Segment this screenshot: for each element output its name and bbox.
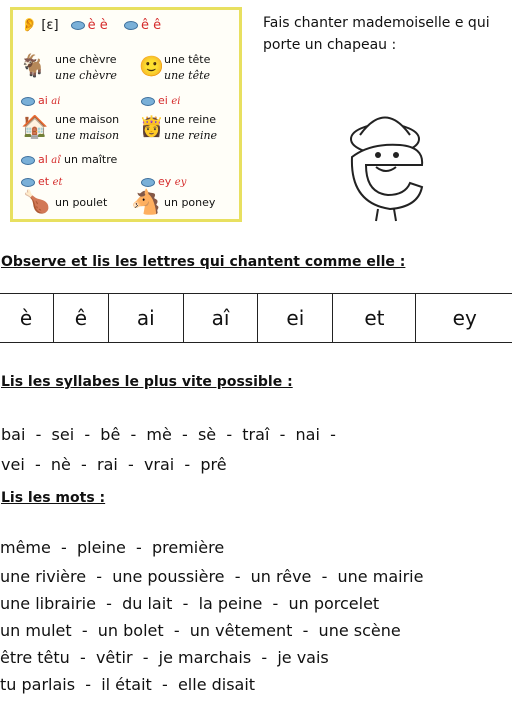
word: je vais	[277, 648, 329, 667]
house-icon: 🏠	[21, 115, 49, 140]
word-maitre: un maître	[63, 153, 118, 166]
ear-icon-row: 👂 [ε] è è ê ê	[21, 18, 162, 33]
word: une poussière	[112, 567, 225, 586]
mark-e-circ: ê ê	[140, 18, 162, 33]
syllable: rai	[97, 455, 118, 474]
pony-icon: 🐴	[131, 188, 161, 216]
eye-icon	[21, 97, 35, 106]
word: une scène	[318, 621, 401, 640]
syllable-line-1: bai - sei - bê - mè - sè - traî - nai -	[1, 425, 336, 444]
syllable: vei	[1, 455, 25, 474]
chicken-icon: 🍗	[23, 190, 51, 215]
words-line-6: tu parlais - il était - elle disait	[0, 675, 256, 694]
eye-icon	[21, 178, 35, 187]
word-chevre-cursive: une chèvre	[55, 69, 117, 82]
words-line-1: même - pleine - première	[0, 538, 225, 557]
grapheme-et-cursive: et	[52, 177, 63, 188]
syllable: traî	[242, 425, 270, 444]
queen-icon: 👸	[139, 114, 164, 138]
word-poney: un poney	[164, 196, 216, 209]
eye-icon	[71, 21, 85, 30]
syllable: sè	[197, 425, 217, 444]
letter-e-character-illustration	[330, 95, 440, 225]
mark-e-grave: è è	[87, 18, 108, 33]
ear-icon: 👂	[21, 18, 38, 33]
grapheme-ai-cursive: ai	[51, 96, 61, 107]
word: il était	[101, 675, 152, 694]
grapheme-ai-circ-cursive: aî	[51, 155, 61, 166]
grapheme-ey-cursive: ey	[174, 177, 187, 188]
word: même	[0, 538, 51, 557]
letter-cell: ei	[258, 294, 333, 343]
word: un rêve	[250, 567, 312, 586]
grapheme-ai: ai	[38, 94, 48, 107]
eye-icon	[141, 97, 155, 106]
letter-cell: ê	[53, 294, 108, 343]
word-reine: une reine	[164, 113, 217, 126]
syllable: bê	[100, 425, 121, 444]
words-heading: Lis les mots :	[1, 490, 106, 506]
word: première	[151, 538, 225, 557]
word: du lait	[122, 594, 173, 613]
letters-table	[0, 293, 512, 343]
word-maison-cursive: une maison	[55, 129, 120, 142]
word: la peine	[198, 594, 263, 613]
word: un vêtement	[189, 621, 293, 640]
word: une mairie	[337, 567, 424, 586]
syllable: nai	[295, 425, 320, 444]
letter-cell: è	[0, 294, 53, 343]
grapheme-ei-cursive: ei	[171, 96, 181, 107]
syllable: vrai	[143, 455, 175, 474]
word-chevre: une chèvre	[55, 53, 117, 66]
syllable: sei	[51, 425, 75, 444]
grapheme-al: al	[38, 153, 48, 166]
word-tete: une tête	[164, 53, 211, 66]
grapheme-et: et	[38, 175, 50, 188]
word-poulet: un poulet	[55, 196, 108, 209]
letter-cell: ey	[416, 294, 512, 343]
word: être têtu	[0, 648, 70, 667]
phoneme-label: ε	[46, 18, 54, 33]
word-maison: une maison	[55, 113, 120, 126]
letter-cell: et	[333, 294, 416, 343]
syllable: nè	[50, 455, 71, 474]
word: je marchais	[158, 648, 252, 667]
eye-icon	[21, 156, 35, 165]
letter-cell: aî	[183, 294, 258, 343]
word: tu parlais	[0, 675, 76, 694]
goat-icon: 🐐	[19, 54, 47, 79]
word-reine-cursive: une reine	[164, 129, 218, 142]
reference-box	[10, 7, 242, 222]
word: un mulet	[0, 621, 72, 640]
word: elle disait	[177, 675, 256, 694]
intro-text: Fais chanter mademoiselle e qui porte un chapeau :	[263, 15, 490, 53]
word: un porcelet	[288, 594, 380, 613]
words-line-3: une librairie - du lait - la peine - un porcelet	[0, 594, 380, 613]
word: une librairie	[0, 594, 96, 613]
syllable: bai	[1, 425, 26, 444]
words-line-5: être têtu - vêtir - je marchais - je vais	[0, 648, 329, 667]
word: une rivière	[0, 567, 87, 586]
word: un bolet	[97, 621, 164, 640]
word-tete-cursive: une tête	[164, 69, 211, 82]
word: vêtir	[95, 648, 133, 667]
observe-heading: Observe et lis les lettres qui chantent comme elle :	[1, 254, 406, 270]
eye-icon	[141, 178, 155, 187]
syllable-line-2: vei - nè - rai - vrai - prê	[1, 455, 227, 474]
syllables-heading: Lis les syllabes le plus vite possible :	[1, 374, 293, 390]
syllable: prê	[200, 455, 227, 474]
letter-cell: ai	[108, 294, 183, 343]
grapheme-ey: ey	[158, 175, 172, 188]
words-line-4: un mulet - un bolet - un vêtement - une scène	[0, 621, 401, 640]
word: pleine	[76, 538, 126, 557]
grapheme-ei: ei	[158, 94, 168, 107]
eye-icon	[124, 21, 138, 30]
head-icon: 🙂	[139, 54, 164, 78]
syllable: mè	[146, 425, 172, 444]
words-line-2: une rivière - une poussière - un rêve - une mairie	[0, 567, 424, 586]
